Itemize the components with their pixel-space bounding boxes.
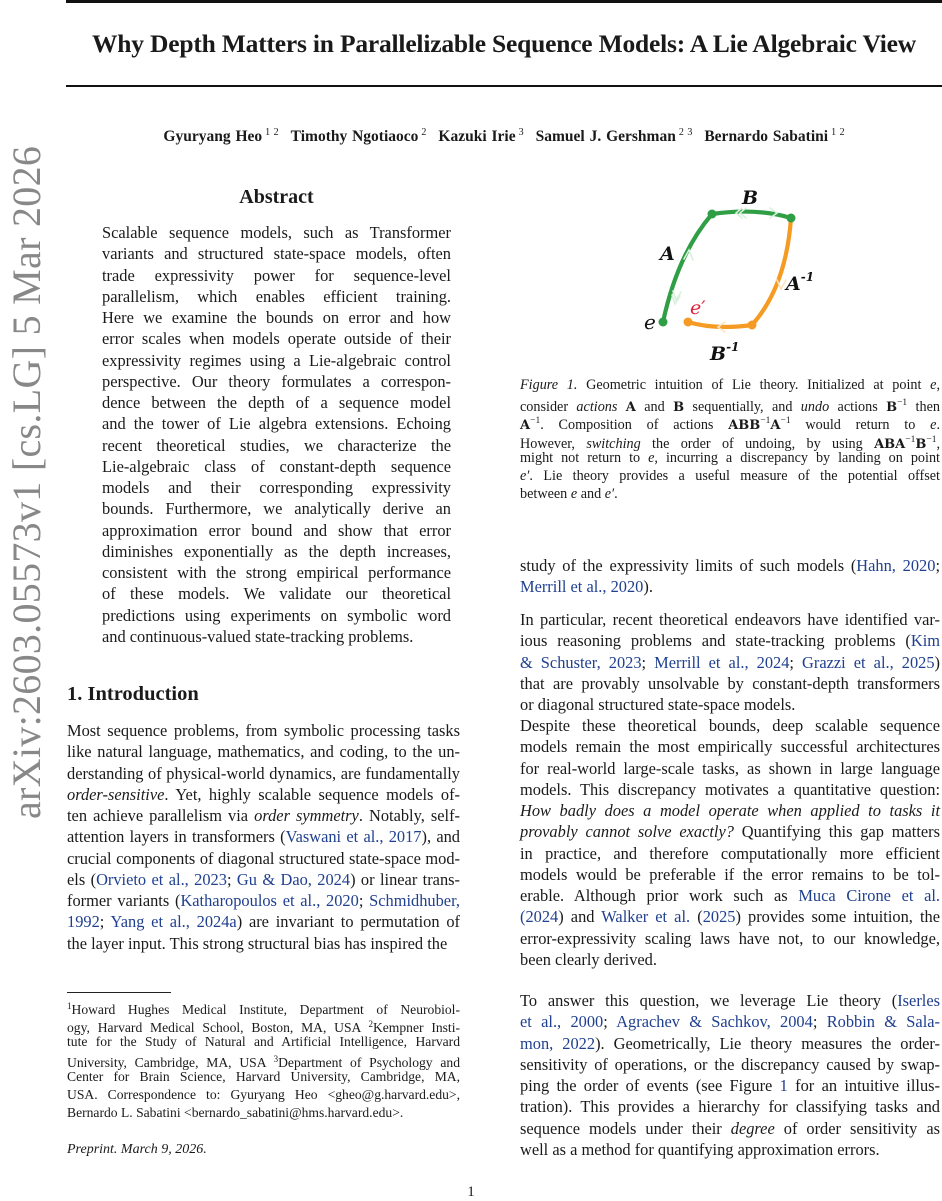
text-line: [520, 990, 940, 1011]
citation-link[interactable]: Schmidhuber,: [369, 891, 460, 910]
text-line: [520, 376, 940, 394]
text-run: . Lie theory provides a useful measure of the potential offset: [529, 467, 940, 484]
text-line: [67, 998, 460, 1016]
text-run: sensitivity of operations, or the discrepancy caused by swap-: [520, 1054, 940, 1074]
citation-link[interactable]: Kim: [910, 631, 940, 651]
text-run: tration). This provides a hierarchy for classifying tasks and: [520, 1097, 940, 1117]
text-run: ) are invariant to permutation of: [236, 912, 460, 932]
text-run: for real-world large-scale tasks, as shown in large language: [520, 758, 940, 778]
text-line: [67, 720, 460, 741]
math-symbol: ABA: [874, 436, 906, 452]
page-number: 1: [467, 1184, 475, 1200]
emphasis-text: e: [930, 377, 937, 393]
label-a-inverse: $A^{-1}$: [786, 270, 815, 295]
text-run: . Yet, highly scalable sequence models of-: [164, 784, 460, 804]
text-line: [520, 928, 940, 949]
text-line: [520, 576, 940, 597]
text-line: [520, 467, 940, 485]
text-run: would return to: [790, 417, 931, 434]
body-paragraph: [520, 609, 940, 715]
text-run: and: [635, 399, 674, 416]
text-line: [67, 911, 460, 932]
emphasis-text: degree: [730, 1118, 775, 1138]
text-run: been clearly derived.: [520, 949, 657, 969]
text-run: (: [690, 907, 703, 927]
text-line: [520, 485, 940, 503]
citation-link[interactable]: & Schuster, 2023: [520, 652, 642, 672]
citation-link[interactable]: mon, 2022: [520, 1033, 596, 1053]
text-run: actions: [829, 399, 887, 416]
text-line: [67, 741, 460, 762]
text-line: [67, 1104, 460, 1122]
author-name: Samuel J. Gershman $^{2 3}$: [535, 127, 693, 145]
text-run: ious reasoning problems and state-tracking problems (: [520, 631, 911, 651]
abstract-heading: Abstract: [239, 186, 314, 208]
text-line: [520, 736, 940, 757]
text-line: trade expressivity power for sequence-level: [102, 265, 451, 285]
text-line: [520, 779, 940, 800]
author-affiliation: 1 2: [265, 127, 279, 138]
citation-link[interactable]: Yang et al., 2024a: [110, 912, 237, 932]
arrow-a-inverse-icon: [777, 280, 786, 289]
text-run: or diagonal structured state-space models.: [520, 695, 796, 714]
author-affiliation: 1 2: [831, 127, 845, 138]
citation-link[interactable]: Grazzi et al., 2025: [802, 652, 935, 672]
text-run: ). Geometrically, Lie theory measures the order-: [595, 1033, 941, 1053]
emphasis-text: e: [930, 417, 937, 434]
emphasis-text: e′: [604, 486, 615, 503]
text-line: [67, 1051, 460, 1069]
text-run: ,: [936, 435, 940, 452]
text-run: In particular, recent theoretical endeavors have identified var-: [520, 610, 940, 629]
author-name: Bernardo Sabatini $^{1 2}$: [704, 127, 845, 145]
text-run: .: [614, 486, 618, 503]
text-run: and: [577, 486, 605, 503]
citation-link[interactable]: Agrachev & Sachkov, 2004: [616, 1012, 813, 1032]
emphasis-text: e: [648, 449, 655, 466]
text-run: ;: [226, 869, 237, 889]
text-line: bounds. Furthermore, we analytically derive an: [102, 499, 451, 519]
text-run: ), and: [421, 827, 460, 847]
arrow-a-down-icon: [672, 291, 681, 304]
body-paragraph: [520, 990, 940, 1160]
text-run: ) and: [558, 907, 602, 927]
math-symbol: ABB: [728, 418, 761, 434]
text-line: [67, 805, 460, 826]
superscript: −1: [760, 416, 771, 427]
text-run: ping the order of events (see Figure: [520, 1076, 780, 1095]
text-line: [520, 1054, 940, 1075]
math-symbol: B: [915, 436, 927, 452]
text-run: Kempner Insti-: [372, 1019, 461, 1035]
label-a: A: [660, 243, 675, 265]
superscript: −1: [530, 416, 541, 427]
text-run: .: [936, 417, 940, 434]
author-affiliation: 3: [518, 127, 524, 138]
text-line: consistent with the strong empirical performance: [102, 563, 451, 582]
arxiv-stamp[interactable]: arXiv:2603.05573v1 [cs.LG] 5 Mar 2026: [4, 145, 49, 819]
text-line: [67, 784, 460, 805]
superscript: 1: [67, 1001, 72, 1011]
author-name: Timothy Ngotiaoco $^2$: [290, 127, 427, 145]
author-name: Kazuki Irie $^3$: [438, 127, 524, 145]
text-run: , incurring a discrepancy by landing on point: [654, 449, 940, 466]
text-line: variants and structured state-space models, often: [102, 244, 451, 264]
math-symbol: A: [625, 400, 636, 416]
text-run: tute for the Study of Natural and Artificial Intelligence, Harvard: [67, 1034, 460, 1050]
text-line: [520, 449, 940, 467]
text-line: recent theoretical studies, we characterize the: [102, 435, 451, 455]
citation-link[interactable]: Walker et al.: [601, 907, 691, 927]
text-line: [67, 826, 460, 847]
math-symbol: A: [770, 418, 781, 434]
citation-link[interactable]: et al., 2000: [520, 1012, 604, 1032]
text-line: [520, 715, 940, 736]
text-line: [67, 848, 460, 869]
text-line: [67, 1068, 460, 1086]
body-paragraph: [520, 555, 940, 598]
text-run: ,: [936, 377, 940, 393]
text-line: [520, 800, 940, 821]
point-after-b: [787, 214, 796, 223]
text-run: derstanding of physical-world dynamics, are fundamentally: [67, 763, 460, 783]
emphasis-text: actions: [576, 399, 618, 416]
text-line: approximation error bound and show that error: [102, 520, 451, 540]
text-run: Department of Psychology and: [278, 1054, 460, 1070]
path-a-inverse: [752, 218, 791, 325]
text-run: between: [520, 486, 571, 503]
text-line: [67, 1086, 460, 1104]
citation-link[interactable]: Katharopoulos et al., 2020: [180, 891, 359, 910]
text-run: ;: [935, 556, 940, 575]
text-line: dence between the depth of a sequence model: [102, 393, 451, 412]
emphasis-text: e: [570, 486, 578, 503]
text-line: [520, 694, 940, 715]
citation-link[interactable]: Merrill et al., 2024: [654, 652, 790, 672]
footnote-rule: [67, 992, 171, 993]
text-line: [520, 1011, 940, 1032]
emphasis-text: order-sensitive: [67, 784, 165, 804]
label-b: B: [742, 187, 759, 209]
text-run: . Composition of actions: [540, 417, 729, 434]
superscript: −1: [926, 434, 937, 445]
superscript: −1: [897, 398, 908, 409]
text-line: Here we examine the bounds on error and how: [102, 308, 451, 327]
text-run: ) or linear trans-: [350, 869, 460, 889]
superscript: −1: [905, 434, 916, 445]
text-line: [67, 890, 460, 911]
paper-title: Why Depth Matters in Parallelizable Sequence Models: A Lie Algebraic View: [92, 29, 916, 58]
emphasis-text: switching: [586, 435, 641, 452]
abstract-body: [102, 222, 451, 647]
citation-link[interactable]: 2025: [702, 907, 736, 927]
text-line: [520, 821, 940, 842]
text-line: predictions using experiments on symbolic word: [102, 605, 451, 625]
text-line: [67, 869, 460, 890]
text-line: [520, 652, 940, 673]
text-run: attention layers in transformers (: [67, 827, 286, 847]
citation-link[interactable]: 1992: [67, 912, 100, 932]
text-line: and continuous-valued state-tracking problems.: [102, 626, 414, 646]
label-e-prime: e′: [690, 297, 706, 319]
text-line: [520, 949, 940, 970]
text-line: [520, 673, 940, 694]
text-run: models. This discrepancy motivates a quantitative question:: [520, 779, 940, 799]
text-line: [520, 1118, 940, 1139]
text-run: error-expressivity scaling laws have not, to our knowledge,: [520, 928, 940, 948]
text-line: [520, 843, 940, 864]
text-run: sequence models under their: [520, 1118, 731, 1138]
text-run: ;: [99, 912, 111, 932]
text-run: study of the expressivity limits of such models (: [520, 556, 857, 575]
text-run: models would be preferable if the error remains to be tol-: [520, 864, 940, 884]
text-run: ) provides some intuition, the: [735, 907, 940, 927]
citation-link[interactable]: Gu & Dao, 2024: [236, 869, 351, 889]
text-run: To answer this question, we leverage Lie theory (: [520, 991, 898, 1010]
path-b: [712, 212, 791, 218]
text-run: ;: [358, 891, 370, 910]
text-line: [520, 1075, 940, 1096]
text-run: Geometric intuition of Lie theory. Initialized at point: [577, 377, 931, 393]
title-bottom-rule: [66, 85, 942, 87]
label-e: e: [644, 310, 656, 334]
text-run: the order of undoing, by using: [640, 435, 875, 452]
superscript: 2: [368, 1018, 373, 1029]
text-line: and the tower of Lie algebra extensions. Echoing: [102, 414, 451, 434]
preprint-note: Preprint. March 9, 2026.: [67, 1142, 207, 1157]
text-run: for an intuitive illus-: [787, 1076, 940, 1095]
text-line: perspective. Our theory formulates a correspon-: [102, 371, 451, 391]
text-run: that are provably unsolvable by constant-depth transformers: [520, 673, 940, 693]
author-name: Gyuryang Heo $^{1 2}$: [163, 127, 279, 145]
citation-link[interactable]: Iserles: [897, 991, 940, 1010]
text-line: [520, 758, 940, 779]
text-run: ): [934, 652, 941, 672]
text-line: of these models. We validate our theoretical: [102, 584, 451, 604]
text-run: Center for Brain Science, Harvard University, Cambridge, MA,: [67, 1069, 460, 1085]
citation-link[interactable]: Hahn, 2020: [856, 556, 936, 575]
author-list: [66, 122, 942, 148]
author-affiliation: 2 3: [678, 127, 693, 138]
text-run: consider: [520, 399, 577, 416]
math-symbol: B: [673, 400, 685, 416]
text-line: [67, 933, 460, 954]
citation-link[interactable]: Vaswani et al., 2017: [285, 827, 422, 847]
text-run: well as a method for quantifying approximation errors.: [520, 1139, 880, 1159]
body-paragraph: [520, 715, 940, 970]
text-line: Lie-algebraic class of constant-depth sequence: [102, 456, 451, 476]
emphasis-text: undo: [800, 399, 830, 416]
text-run: Bernardo L. Sabatini <bernardo_sabatini@hms.harvard.edu>.: [67, 1104, 404, 1120]
text-run: Howard Hughes Medical Institute, Department of Neurobiol-: [71, 1002, 460, 1017]
text-line: [520, 864, 940, 885]
top-rule: [66, 0, 942, 3]
text-run: University, Cambridge, MA, USA: [67, 1054, 274, 1070]
text-line: [520, 394, 940, 416]
text-run: Despite these theoretical bounds, deep scalable sequence: [520, 716, 940, 735]
text-line: parallelism, which enables efficient training.: [102, 286, 451, 306]
superscript: 3: [273, 1053, 279, 1064]
text-run: ).: [643, 577, 653, 597]
citation-link[interactable]: Merrill et al., 2020: [520, 577, 644, 597]
introduction-heading: 1. Introduction: [67, 683, 199, 705]
text-line: [520, 412, 940, 434]
text-run: erable. Although prior work such as: [520, 886, 799, 905]
text-run: then: [907, 399, 940, 416]
text-run: Quantifying this gap matters: [733, 822, 940, 842]
text-run: ;: [603, 1012, 617, 1032]
text-line: [520, 906, 940, 927]
superscript: −1: [780, 416, 791, 427]
affiliations-footnote: [67, 998, 460, 1121]
text-run: ;: [641, 652, 655, 672]
text-run: . Notably, self-: [358, 806, 460, 825]
author-affiliation: 2: [421, 127, 427, 138]
figure-1-diagram: [600, 180, 860, 380]
text-run: might not return to: [520, 449, 649, 466]
text-line: Scalable sequence models, such as Transformer: [102, 223, 451, 242]
text-run: crucial components of diagonal structured state-space mod-: [67, 848, 460, 868]
citation-link[interactable]: 1: [779, 1076, 788, 1095]
math-symbol: A: [520, 418, 531, 434]
text-line: error scales when models operate outside of their: [102, 329, 451, 349]
text-line: [67, 763, 460, 784]
text-line: [520, 609, 940, 630]
point-e: [659, 318, 668, 327]
lie-commutator-diagram: [600, 180, 860, 380]
citation-link[interactable]: Robbin & Sala-: [826, 1012, 940, 1032]
figure-1-caption: [520, 376, 940, 503]
text-line: [520, 1033, 940, 1054]
text-run: ogy, Harvard Medical School, Boston, MA, USA: [67, 1019, 369, 1035]
emphasis-text: provably cannot solve exactly?: [520, 822, 734, 842]
text-line: [520, 885, 940, 906]
emphasis-text: order symmetry: [254, 806, 359, 825]
text-run: els (: [67, 869, 97, 889]
emphasis-text: Figure 1.: [520, 377, 578, 393]
citation-link[interactable]: Orvieto et al., 2023: [96, 869, 227, 889]
text-line: expressivity regimes using a Lie-algebraic control: [102, 350, 451, 370]
text-line: [67, 1016, 460, 1034]
text-run: ten achieve parallelism via: [67, 806, 255, 825]
citation-link[interactable]: (2024: [520, 907, 559, 927]
citation-link[interactable]: Muca Cirone et al.: [798, 886, 940, 905]
text-run: USA. Correspondence to: Gyuryang Heo <gheo@g.harvard.edu>,: [67, 1086, 460, 1102]
text-line: models and their corresponding expressivity: [102, 478, 451, 497]
text-run: ;: [789, 652, 803, 672]
text-run: models remain the most empirically successful architectures: [520, 737, 940, 757]
text-run: sequentially, and: [684, 399, 801, 416]
point-after-a: [708, 210, 717, 219]
text-line: [520, 555, 940, 576]
introduction-body: [67, 720, 460, 954]
text-run: ;: [812, 1012, 827, 1032]
label-b-inverse: $B^{-1}$: [710, 340, 740, 365]
text-run: However,: [520, 435, 587, 452]
text-line: diminishes exponentially as the depth increases,: [102, 541, 451, 561]
emphasis-text: e′: [520, 467, 530, 484]
text-run: the layer input. This strong structural bias has inspired the: [67, 933, 448, 953]
text-run: in practice, and therefore computationally more efficient: [520, 843, 940, 863]
emphasis-text: How badly does a model operate when applied to tasks it: [520, 801, 940, 820]
text-line: [520, 431, 940, 452]
text-run: of order sensitivity as: [774, 1118, 940, 1138]
text-run: former variants (: [67, 891, 181, 910]
point-after-a-inverse: [748, 321, 757, 330]
text-run: like natural language, mathematics, and coding, to the un-: [67, 742, 460, 762]
math-symbol: B: [886, 400, 898, 416]
text-line: [520, 1139, 940, 1160]
text-line: [67, 1033, 460, 1051]
text-run: Most sequence problems, from symbolic processing tasks: [67, 721, 460, 740]
text-line: [520, 1096, 940, 1117]
text-line: [520, 630, 940, 651]
